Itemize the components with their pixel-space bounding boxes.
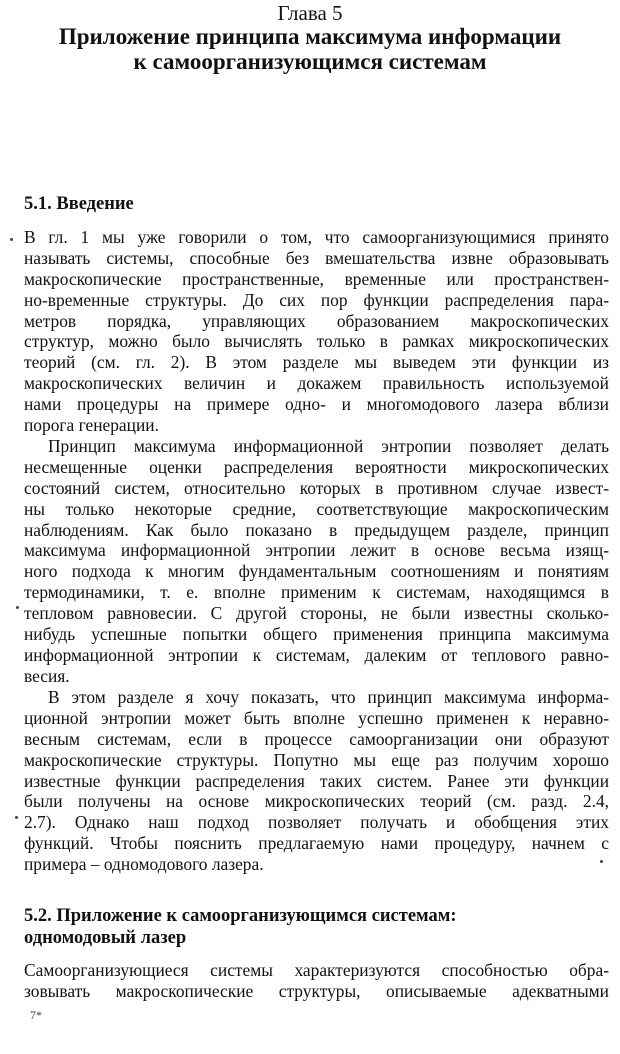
paragraph	[24, 960, 609, 1002]
text-line: структур, можно было вычислять только в рамках микроскопических	[24, 331, 609, 352]
text-line: нами процедуры на примере одно- и многомодового лазера вблизи	[24, 394, 609, 415]
chapter-title	[20, 24, 600, 74]
text-line: весия.	[24, 665, 70, 686]
paragraph	[24, 227, 609, 436]
text-line: ционной энтропии может быть вполне успешно применен к неравно-	[24, 707, 609, 728]
text-line: ны только некоторые средние, соответствующие макроскопическим	[24, 498, 609, 519]
text-line: информационной энтропии к системам, далеким от теплового равно-	[24, 644, 609, 665]
text-line: термодинамики, т. е. вполне применим к системам, находящимся в	[24, 582, 609, 603]
text-line: ного подхода к многим фундаментальным соотношениям и понятиям	[24, 561, 609, 582]
text-line: известные функции распределения таких систем. Ранее эти функции	[24, 770, 609, 791]
signature-mark: 7*	[30, 1008, 42, 1022]
text-line: нибудь успешные попытки общего применения принципа максимума	[24, 624, 609, 645]
margin-speck	[16, 606, 19, 609]
text-line: Самоорганизующиеся системы характеризуются способностью обра-	[24, 960, 609, 980]
text-line: тепловом равновесии. С другой стороны, не были известны сколько-	[24, 603, 609, 624]
text-line: В этом разделе я хочу показать, что принцип максимума информа-	[48, 687, 609, 707]
text-line: весным системам, если в процессе самоорганизации они образуют	[24, 728, 609, 749]
margin-speck	[600, 860, 603, 863]
chapter-title-line-2: к самоорганизующимся системам	[133, 49, 487, 74]
section-heading-line-2: одномодовый лазер	[24, 928, 187, 948]
text-line: но-временные структуры. До сих пор функции распределения пара-	[24, 289, 609, 310]
text-line: 2.7). Однако наш подход позволяет получать и обобщения этих	[24, 812, 609, 833]
margin-speck	[15, 816, 18, 819]
paragraph	[24, 687, 609, 875]
chapter-title-line-1: Приложение принципа максимума информации	[58, 24, 562, 49]
text-line: Принцип максимума информационной энтропии позволяет делать	[48, 436, 609, 456]
section-heading-5-2	[24, 905, 598, 949]
text-line: называть системы, способные без вмешательства извне образовывать	[24, 247, 609, 268]
text-line: макроскопических величин и докажем правильность используемой	[24, 373, 609, 394]
chapter-label: Глава 5	[277, 1, 343, 25]
text-line: макроскопические структуры. Попутно мы еще раз получим хорошо	[24, 749, 609, 770]
section-heading-5-1: 5.1. Введение	[24, 194, 134, 214]
text-line: несмещенные оценки распределения вероятности микроскопических	[24, 456, 609, 477]
margin-speck	[10, 238, 13, 241]
text-line: наблюдениям. Как было показано в предыдущем разделе, принцип	[24, 519, 609, 540]
text-line: примера – одномодового лазера.	[24, 854, 264, 875]
section-heading-line-1: 5.2. Приложение к самоорганизующимся системам:	[24, 906, 457, 926]
text-line: теорий (см. гл. 2). В этом разделе мы выведем эти функции из	[24, 352, 609, 373]
text-line: макроскопические пространственные, временные или пространствен-	[24, 268, 609, 289]
text-line: порога генерации.	[24, 415, 159, 436]
text-line: максимума информационной энтропии лежит в основе весьма изящ-	[24, 540, 609, 561]
text-line: метров порядка, управляющих образованием макроскопических	[24, 310, 609, 331]
text-line: были получены на основе микроскопических теорий (см. разд. 2.4,	[24, 791, 609, 812]
paragraph	[24, 436, 609, 687]
text-line: зовывать макроскопические структуры, описываемые адекватными	[24, 980, 609, 1001]
text-line: функций. Чтобы пояснить предлагаемую нами процедуру, начнем с	[24, 833, 609, 854]
text-line: В гл. 1 мы уже говорили о том, что самоорганизующимися принято	[24, 227, 609, 247]
text-line: состояний систем, относительно которых в противном случае извест-	[24, 477, 609, 498]
